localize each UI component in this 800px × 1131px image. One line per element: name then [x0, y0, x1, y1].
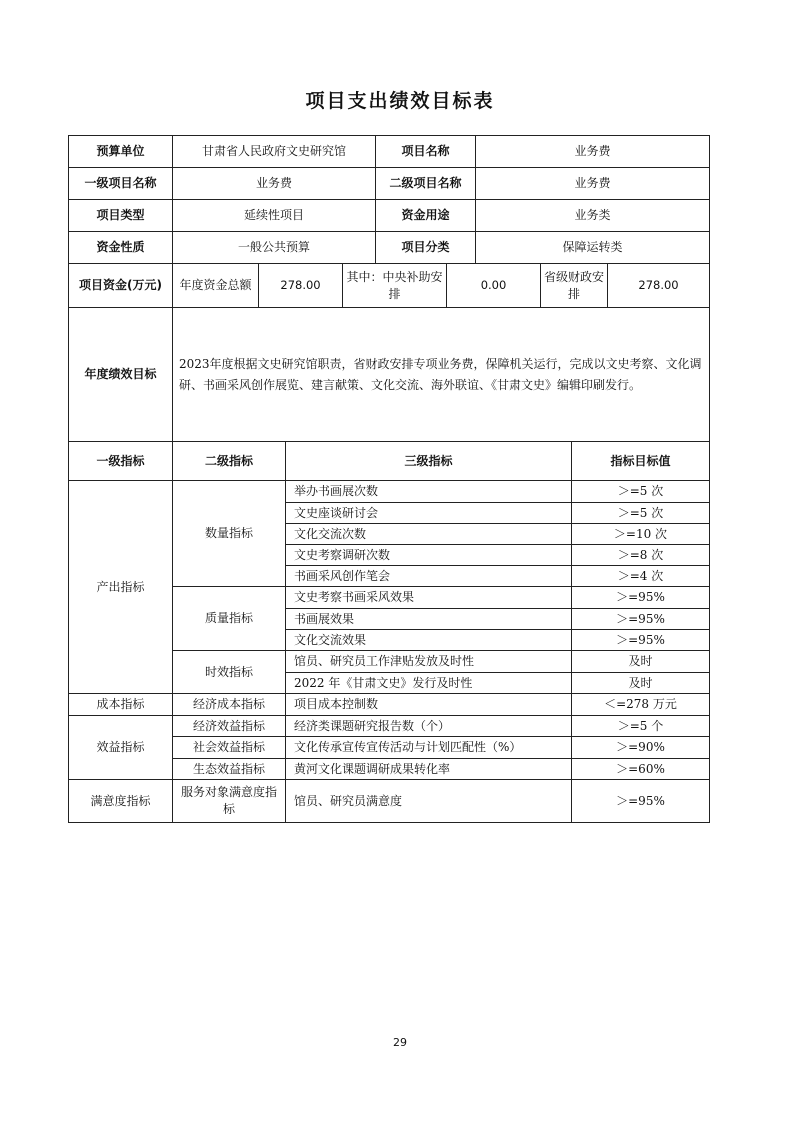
fund-use-value: 业务类	[476, 200, 710, 232]
output-indicator-label: 产出指标	[69, 481, 173, 694]
table-row-b1-target: ＞=5 个	[572, 716, 710, 737]
project-category-label: 项目分类	[376, 232, 476, 264]
fund-use-label: 资金用途	[376, 200, 476, 232]
table-row-q5: 书画采风创作笔会	[286, 566, 572, 587]
table-row-q2: 文史座谈研讨会	[286, 503, 572, 524]
table-row-b2: 文化传承宣传宣传活动与计划匹配性（%）	[286, 737, 572, 759]
central-subsidy-value: 0.00	[447, 264, 541, 308]
provincial-funds-label: 省级财政安排	[541, 264, 608, 308]
project-name-label: 项目名称	[376, 136, 476, 168]
project-name-value: 业务费	[476, 136, 710, 168]
econ-cost-indicator-label: 经济成本指标	[173, 694, 286, 716]
table-row-c1: 项目成本控制数	[286, 694, 572, 716]
project-funds-label: 项目资金(万元)	[69, 264, 173, 308]
social-benefit-indicator-label: 社会效益指标	[173, 737, 286, 759]
provincial-funds-value: 278.00	[608, 264, 710, 308]
budget-unit-label: 预算单位	[69, 136, 173, 168]
central-subsidy-label: 其中：中央补助安排	[343, 264, 447, 308]
table-row-t1-target: 及时	[572, 651, 710, 673]
project-info-table	[68, 135, 710, 264]
satisfaction-indicator-label: 满意度指标	[69, 780, 173, 823]
table-row-b2-target: ＞=90%	[572, 737, 710, 759]
level2-name-label: 二级项目名称	[376, 168, 476, 200]
level1-name-label: 一级项目名称	[69, 168, 173, 200]
table-row-s1-target: ＞=95%	[572, 780, 710, 823]
table-row-c1-target: ＜=278 万元	[572, 694, 710, 716]
econ-benefit-indicator-label: 经济效益指标	[173, 716, 286, 737]
table-row-b1: 经济类课题研究报告数（个）	[286, 716, 572, 737]
header-level3: 三级指标	[286, 442, 572, 481]
table-row-m3-target: ＞=95%	[572, 630, 710, 651]
annual-goal-text: 2023年度根据文史研究馆职责，省财政安排专项业务费，保障机关运行，完成以文史考察、文化调研、书画采风创作展览、建言献策、文化交流、海外联谊、《甘肃文史》编辑印刷发行。	[173, 308, 710, 442]
fund-nature-label: 资金性质	[69, 232, 173, 264]
page-number: 29	[393, 1036, 407, 1049]
level1-name-value: 业务费	[173, 168, 376, 200]
table-row-q2-target: ＞=5 次	[572, 503, 710, 524]
annual-total-label: 年度资金总额	[173, 264, 259, 308]
fund-nature-value: 一般公共预算	[173, 232, 376, 264]
table-row-t2: 2022 年《甘肃文史》发行及时性	[286, 673, 572, 694]
table-row-s1: 馆员、研究员满意度	[286, 780, 572, 823]
table-row-q1: 举办书画展次数	[286, 481, 572, 503]
table-row-m3: 文化交流效果	[286, 630, 572, 651]
table-row-t1: 馆员、研究员工作津贴发放及时性	[286, 651, 572, 673]
project-category-value: 保障运转类	[476, 232, 710, 264]
project-funds-table	[68, 263, 710, 308]
service-satisfaction-indicator-label: 服务对象满意度指标	[173, 780, 286, 823]
table-row-q5-target: ＞=4 次	[572, 566, 710, 587]
project-type-label: 项目类型	[69, 200, 173, 232]
annual-total-value: 278.00	[259, 264, 343, 308]
table-row-m1-target: ＞=95%	[572, 587, 710, 609]
eco-benefit-indicator-label: 生态效益指标	[173, 759, 286, 780]
header-target: 指标目标值	[572, 442, 710, 481]
table-row-q4-target: ＞=8 次	[572, 545, 710, 566]
timeliness-indicator-label: 时效指标	[173, 651, 286, 694]
table-row-q3-target: ＞=10 次	[572, 524, 710, 545]
table-row-q4: 文史考察调研次数	[286, 545, 572, 566]
budget-unit-value: 甘肃省人民政府文史研究馆	[173, 136, 376, 168]
header-level2: 二级指标	[173, 442, 286, 481]
quality-indicator-label: 质量指标	[173, 587, 286, 651]
project-type-value: 延续性项目	[173, 200, 376, 232]
table-row-q3: 文化交流次数	[286, 524, 572, 545]
cost-indicator-label: 成本指标	[69, 694, 173, 716]
benefit-indicator-label: 效益指标	[69, 716, 173, 780]
table-row-m1: 文史考察书画采风效果	[286, 587, 572, 609]
header-level1: 一级指标	[69, 442, 173, 481]
level2-name-value: 业务费	[476, 168, 710, 200]
table-row-b3: 黄河文化课题调研成果转化率	[286, 759, 572, 780]
table-row-t2-target: 及时	[572, 673, 710, 694]
table-row-q1-target: ＞=5 次	[572, 481, 710, 503]
table-row-m2: 书画展效果	[286, 609, 572, 630]
annual-goal-label: 年度绩效目标	[69, 308, 173, 442]
performance-indicators-table	[68, 307, 710, 823]
table-row-m2-target: ＞=95%	[572, 609, 710, 630]
quantity-indicator-label: 数量指标	[173, 481, 286, 587]
table-row-b3-target: ＞=60%	[572, 759, 710, 780]
page-title: 项目支出绩效目标表	[305, 90, 495, 112]
